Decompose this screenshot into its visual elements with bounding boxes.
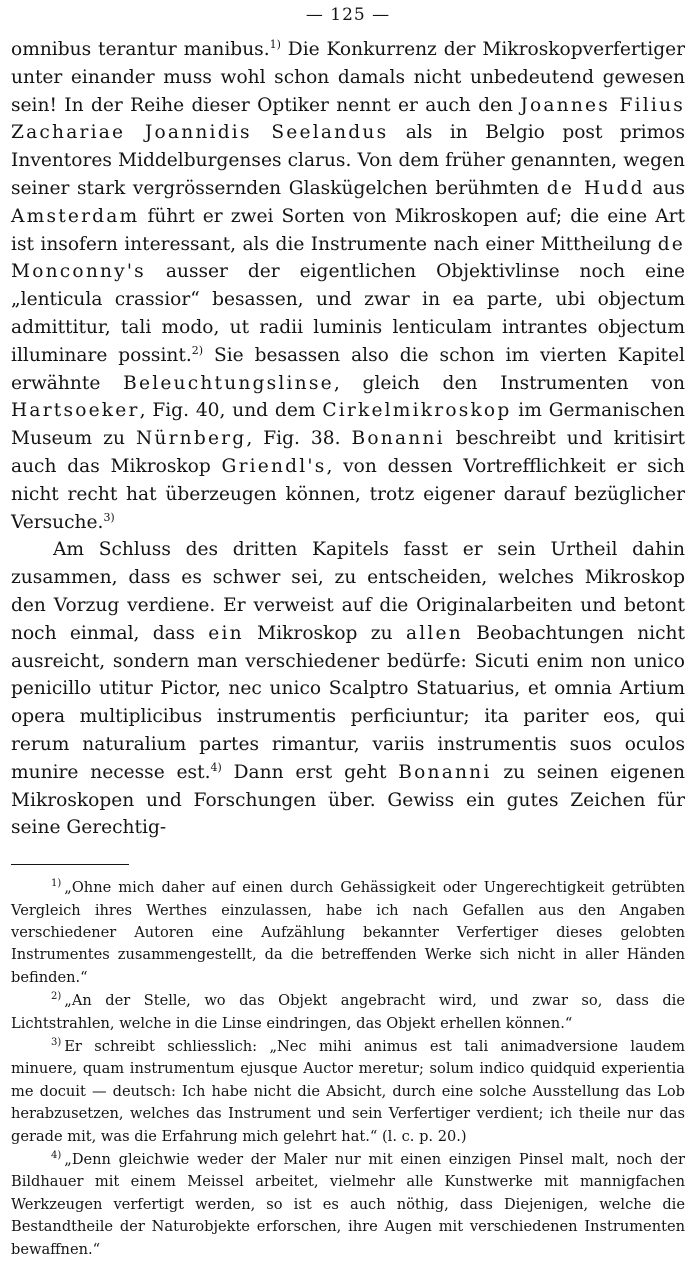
footnote-2	[11, 990, 685, 1035]
text-run: , Fig. 38.	[246, 428, 352, 450]
footnote-marker: 4)	[51, 1150, 62, 1162]
footnote-divider	[11, 864, 129, 865]
text-run: im Germanischen Museum zu	[11, 400, 685, 450]
footnote-reference: 4)	[210, 760, 222, 774]
text-run: Dann erst geht	[221, 761, 399, 783]
text-run: zu seinen eigenen Mikroskopen und Forschungen über. Gewiss ein gutes Zeichen für seine Gerechtig-	[11, 761, 685, 839]
footnote-1	[11, 877, 685, 989]
emphasized-name: Joannes Filius Zachariae Joannidis Seelandus	[11, 94, 685, 144]
footnote-marker: 3)	[51, 1037, 62, 1049]
emphasized-name: Bonanni	[398, 761, 492, 783]
footnote-reference: 1)	[269, 37, 281, 51]
text-run: , gleich den Instrumenten von	[333, 372, 685, 394]
text-run: Am Schluss des dritten Kapitels fasst er sein Urtheil dahin zusammen, dass es schwer sei, zu entscheiden, welches Mikroskop den Vorzug verdiene. Er verweist auf die Originalarbeiten und betont noch einmal, dass	[11, 539, 685, 644]
emphasized-name: Griendl's	[221, 455, 327, 477]
emphasized-name: Cirkelmikroskop	[322, 400, 512, 422]
footnote-text: „An der Stelle, wo das Objekt angebracht wird, und zwar so, dass die Lichtstrahlen, welche in die Linse eindringen, das Objekt erhellen können.“	[11, 992, 685, 1032]
text-run: omnibus terantur manibus.	[11, 39, 270, 60]
emphasized-name: allen	[405, 622, 463, 644]
emphasized-name: de Hudd	[546, 177, 645, 199]
text-run: Mikroskop zu	[243, 622, 406, 644]
main-text	[11, 36, 685, 842]
text-run: , Fig. 40, und dem	[139, 400, 323, 422]
footnote-reference: 3)	[103, 510, 115, 524]
text-run: Die Konkurrenz der Mikroskopverfertiger unter einander muss wohl schon damals nicht unbedeutend gewesen sein! In der Reihe dieser Optiker nennt er auch den	[11, 39, 685, 116]
footnote-text: „Ohne mich daher auf einen durch Gehässigkeit oder Ungerechtigkeit getrübten Vergleich ihres Werthes einzulassen, habe ich nach Gefallen aus den Angaben verschiedener Autoren eine Aufzählung bekannter Verfertiger dieses gelobten Instrumentes zusammengestellt, da die betreffenden Werke sich nicht in aller Händen befinden.“	[11, 879, 685, 986]
text-run: führt er zwei Sorten von Mikroskopen auf; die eine Art ist insofern interessant, als die Instrumente nach einer Mittheilung	[11, 205, 685, 255]
footnotes	[11, 877, 685, 1261]
footnote-3	[11, 1036, 685, 1148]
emphasized-name: Bonanni	[351, 428, 445, 450]
emphasized-name: Nürnberg	[135, 428, 247, 450]
text-run: Beobachtungen nicht ausreicht, sondern man verschiedener bedürfe: Sicuti enim non unico penicillo utitur Pictor, nec unico Scalptro Statuarius, et omnia Artium opera multiplicibus instrumentis perficiuntur; ita pariter eos, qui rerum naturalium partes rimantur, variis instrumentis suos oculos munire necesse est.	[11, 622, 685, 783]
page-number: — 125 —	[305, 5, 391, 25]
footnote-text: Er schreibt schliesslich: „Nec mihi animus est tali animadversione laudem minuere, quam instrumentum ejusque Auctor meretur; solum indico quidquid experientia me docuit — deutsch: Ich habe nicht die Absicht, durch eine solche Ausstellung das Lob herabzusetzen, welches das Instrument und sein Verfertiger verdient; ich theile nur das gerade mit, was die Erfahrung mich gelehrt hat.“ (l. c. p. 20.)	[11, 1037, 685, 1145]
footnote-text: „Denn gleichwie weder der Maler nur mit einen einzigen Pinsel malt, noch der Bildhauer mit einem Meissel arbeitet, vielmehr alle Kunstwerke mit mannigfachen Werkzeugen verfertigt werden, so ist es auch nöthig, dass Diejenigen, welche die Bestandtheile der Naturobjekte erforschen, ihre Augen mit verschiedenen Instrumenten bewaffnen.“	[11, 1150, 685, 1258]
book-page	[11, 0, 685, 1262]
emphasized-name: Amsterdam	[11, 205, 140, 227]
emphasized-name: ein	[208, 622, 244, 644]
emphasized-name: de Monconny's	[11, 233, 685, 283]
emphasized-name: Beleuchtungslinse	[123, 372, 334, 394]
text-run: Sie besassen also die schon im vierten Kapitel erwähnte	[11, 344, 685, 394]
text-run: beschreibt und kritisirt auch das Mikroskop	[11, 428, 686, 477]
footnote-reference: 2)	[191, 343, 204, 357]
text-run: aus	[644, 177, 685, 199]
text-run: ausser der eigentlichen Objektivlinse noch eine „lenticula crassior“ besassen, und zwar in ea parte, ubi objectum admittitur, tali modo, ut radii luminis lenticulam intrantes objectum illuminare possint.	[11, 261, 685, 366]
emphasized-name: Hartsoeker	[11, 400, 140, 422]
footnote-marker: 1)	[51, 878, 62, 890]
text-run: , von dessen Vortrefflichkeit er sich nicht recht hat überzeugen können, trotz eigener darauf bezüglicher Versuche.	[11, 455, 685, 533]
footnote-4	[11, 1149, 685, 1261]
text-run: als in Belgio post primos Inventores Middelburgenses clarus. Von dem früher genannten, wegen seiner stark vergrössernden Glaskügelchen berühmten	[11, 122, 685, 199]
paragraph-1	[11, 36, 685, 536]
paragraph-2	[11, 536, 685, 842]
footnote-marker: 2)	[51, 991, 62, 1003]
